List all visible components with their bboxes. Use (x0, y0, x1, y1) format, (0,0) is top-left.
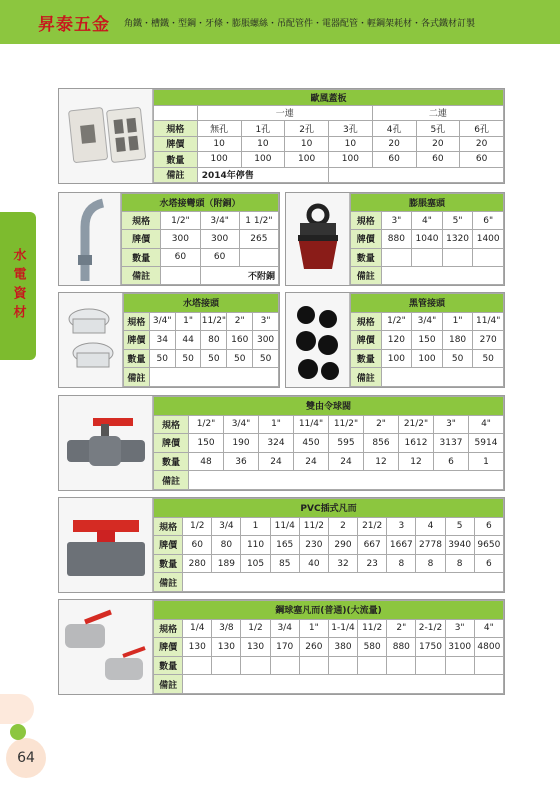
table-cell: 6" (473, 212, 504, 230)
table-cell: 3/4" (224, 415, 259, 434)
table-cell: 1孔 (241, 121, 285, 137)
table-cell (329, 167, 504, 183)
table-cell: 130 (241, 638, 270, 657)
tank-joint-block (58, 292, 280, 388)
table-cell (328, 656, 357, 675)
table-cell: 3137 (434, 434, 469, 453)
table-cell (239, 248, 278, 266)
table-cell: 20 (416, 136, 460, 152)
table-cell: 32 (328, 554, 357, 573)
brand-title: 昇泰五金 (38, 14, 110, 35)
row-label: 規格 (154, 121, 198, 137)
table-cell: 34 (149, 331, 175, 350)
table-cell: 170 (270, 638, 299, 657)
table-cell: 21/2" (399, 415, 434, 434)
row-label: 規格 (351, 212, 382, 230)
row-label: 牌價 (122, 230, 161, 248)
table-cell: 4" (474, 619, 503, 638)
row-label: 備註 (122, 266, 161, 284)
cover-plate-table (153, 89, 504, 183)
table-cell: 10 (241, 136, 285, 152)
row-label (154, 105, 198, 121)
table-cell: 40 (299, 554, 328, 573)
table-cell: 150 (412, 331, 443, 350)
black-joint-title: 黑管接頭 (351, 294, 504, 313)
row-label: 備註 (154, 471, 189, 490)
group-one: 一連 (197, 105, 372, 121)
plug-title: 膨脹塞頭 (351, 194, 504, 212)
table-cell: 60 (183, 536, 212, 555)
table-cell: 3" (434, 415, 469, 434)
table-cell (183, 573, 504, 592)
table-cell: 10 (197, 136, 241, 152)
table-cell: 3/4" (412, 312, 443, 331)
table-cell: 20 (460, 136, 504, 152)
table-cell: 100 (412, 349, 443, 368)
row-label: 規格 (122, 212, 161, 230)
table-cell: 60 (372, 152, 416, 168)
table-cell (270, 656, 299, 675)
table-cell: 11/2 (358, 619, 387, 638)
tank-joint-image (59, 293, 123, 387)
table-cell: 324 (259, 434, 294, 453)
table-cell: 380 (328, 638, 357, 657)
table-cell: 50 (175, 349, 201, 368)
elbow-title: 水塔接彎頭（附銅） (122, 194, 279, 212)
table-cell: 105 (241, 554, 270, 573)
table-cell: 1/4 (183, 619, 212, 638)
row-label: 備註 (351, 266, 382, 284)
table-cell: 3" (381, 212, 412, 230)
brass-valve-block (58, 599, 505, 695)
table-cell: 3/4" (149, 312, 175, 331)
table-cell: 10 (329, 136, 373, 152)
table-cell: 60 (161, 248, 200, 266)
table-cell (161, 266, 200, 284)
table-cell: 11/4" (294, 415, 329, 434)
table-cell: 23 (358, 554, 387, 573)
table-cell: 9650 (474, 536, 503, 555)
table-cell: 4 (416, 517, 445, 536)
table-cell (381, 266, 503, 284)
table-cell: 260 (299, 638, 328, 657)
table-cell: 6 (474, 554, 503, 573)
table-cell: 24 (294, 452, 329, 471)
row-label: 數量 (154, 656, 183, 675)
table-cell (442, 248, 473, 266)
table-cell: 100 (241, 152, 285, 168)
table-cell: 667 (358, 536, 387, 555)
table-cell: 6 (474, 517, 503, 536)
table-cell: 160 (227, 331, 253, 350)
table-cell (299, 656, 328, 675)
row-label: 備註 (124, 368, 150, 387)
table-cell (149, 368, 278, 387)
table-cell (381, 248, 412, 266)
table-cell: 1" (259, 415, 294, 434)
table-cell: 5" (442, 212, 473, 230)
note-row (154, 167, 504, 183)
table-cell: 4孔 (372, 121, 416, 137)
table-cell (387, 656, 416, 675)
table-cell: 24 (259, 452, 294, 471)
black-joint-block (285, 292, 505, 388)
table-cell: 11/2" (201, 312, 227, 331)
page-number: 64 (17, 750, 35, 766)
row-label: 牌價 (351, 331, 382, 350)
row-label: 牌價 (154, 638, 183, 657)
table-cell: 21/2 (358, 517, 387, 536)
table-cell: 1750 (416, 638, 445, 657)
row-label: 規格 (124, 312, 150, 331)
table-cell: 85 (270, 554, 299, 573)
table-cell: 50 (473, 349, 504, 368)
table-cell: 不附銅 (200, 266, 279, 284)
row-label: 規格 (351, 312, 382, 331)
row-label: 數量 (351, 248, 382, 266)
side-tab: 水電資材 (0, 212, 36, 360)
table-cell: 100 (381, 349, 412, 368)
table-cell: 3" (253, 312, 279, 331)
row-label: 數量 (351, 349, 382, 368)
table-cell: 880 (381, 230, 412, 248)
table-cell: 595 (329, 434, 364, 453)
row-label: 備註 (154, 573, 183, 592)
table-cell (183, 656, 212, 675)
table-cell: 1320 (442, 230, 473, 248)
table-cell: 3/4 (270, 619, 299, 638)
table-cell (416, 656, 445, 675)
table-cell: 100 (197, 152, 241, 168)
pvc-valve-table (153, 498, 504, 592)
table-cell: 1667 (387, 536, 416, 555)
table-cell: 265 (239, 230, 278, 248)
cover-plate-title: 歐風蓋板 (154, 90, 504, 106)
spec-row (154, 121, 504, 137)
elbow-block (58, 192, 280, 286)
table-cell: 300 (253, 331, 279, 350)
elbow-image (59, 193, 121, 285)
table-cell (241, 656, 270, 675)
table-cell: 300 (161, 230, 200, 248)
table-cell: 150 (189, 434, 224, 453)
qty-row (154, 152, 504, 168)
table-cell: 3100 (445, 638, 474, 657)
table-cell (412, 248, 443, 266)
table-cell: 3/4 (212, 517, 241, 536)
row-label: 規格 (154, 619, 183, 638)
page-number-badge (6, 738, 46, 778)
table-cell: 300 (200, 230, 239, 248)
table-cell: 1 (241, 517, 270, 536)
elbow-table (121, 193, 279, 285)
ball-valve-block (58, 395, 505, 491)
table-cell: 110 (241, 536, 270, 555)
ball-valve-table (153, 396, 504, 490)
pvc-valve-image (59, 498, 153, 592)
row-label: 牌價 (154, 136, 198, 152)
header-subtitle: 角鐵・槽鐵・型鋼・牙條・膨脹螺絲・吊配管件・電器配管・輕鋼架耗材・各式鐵材訂製 (124, 18, 476, 29)
row-label: 數量 (154, 152, 198, 168)
table-cell: 1-1/4 (328, 619, 357, 638)
table-cell: 10 (285, 136, 329, 152)
table-cell: 120 (381, 331, 412, 350)
table-cell: 2 (328, 517, 357, 536)
table-cell: 11/4" (473, 312, 504, 331)
group-two: 二連 (372, 105, 503, 121)
table-cell: 3 (387, 517, 416, 536)
table-cell: 11/2 (299, 517, 328, 536)
row-label: 數量 (154, 452, 189, 471)
cover-plate-block (58, 88, 505, 184)
table-cell: 60 (460, 152, 504, 168)
table-cell (473, 248, 504, 266)
table-cell: 12 (399, 452, 434, 471)
plug-image (286, 193, 350, 285)
table-cell: 5914 (469, 434, 504, 453)
brass-valve-title: 鋼球塞凡而(普通)(大流量) (154, 601, 504, 620)
table-cell: 80 (212, 536, 241, 555)
row-label: 數量 (124, 349, 150, 368)
table-cell: 60 (200, 248, 239, 266)
table-cell (445, 656, 474, 675)
table-cell: 2" (387, 619, 416, 638)
pvc-valve-block (58, 497, 505, 593)
table-cell: 189 (212, 554, 241, 573)
row-label: 規格 (154, 415, 189, 434)
table-cell: 130 (212, 638, 241, 657)
table-cell: 3940 (445, 536, 474, 555)
table-cell: 3孔 (329, 121, 373, 137)
table-cell: 80 (201, 331, 227, 350)
table-cell: 24 (329, 452, 364, 471)
table-cell: 48 (189, 452, 224, 471)
table-cell: 100 (285, 152, 329, 168)
table-cell: 8 (416, 554, 445, 573)
table-cell: 3/8 (212, 619, 241, 638)
ball-valve-image (59, 396, 153, 490)
row-label: 備註 (154, 675, 183, 694)
table-cell (474, 656, 503, 675)
cover-plate-image (59, 89, 153, 183)
row-label: 數量 (122, 248, 161, 266)
table-cell: 44 (175, 331, 201, 350)
table-cell: 1" (442, 312, 473, 331)
table-cell: 11/2" (329, 415, 364, 434)
table-cell: 5 (445, 517, 474, 536)
table-cell (358, 656, 387, 675)
tank-joint-title: 水塔接頭 (124, 294, 279, 313)
table-cell: 2-1/2 (416, 619, 445, 638)
table-cell: 6 (434, 452, 469, 471)
table-cell: 2" (227, 312, 253, 331)
table-cell: 4800 (474, 638, 503, 657)
row-label: 備註 (351, 368, 382, 387)
tank-joint-table (123, 293, 279, 387)
table-cell: 856 (364, 434, 399, 453)
table-cell: 3" (445, 619, 474, 638)
table-cell (183, 675, 504, 694)
row-label: 牌價 (124, 331, 150, 350)
table-cell: 8 (387, 554, 416, 573)
price-row (154, 136, 504, 152)
table-cell: 290 (328, 536, 357, 555)
table-cell: 580 (358, 638, 387, 657)
row-label: 規格 (154, 517, 183, 536)
brass-valve-table (153, 600, 504, 694)
table-cell: 165 (270, 536, 299, 555)
table-cell: 1/2" (189, 415, 224, 434)
table-cell: 1/2 (183, 517, 212, 536)
ball-valve-title: 雙由令球閥 (154, 397, 504, 416)
table-cell: 1/2" (381, 312, 412, 331)
black-joint-table (350, 293, 504, 387)
pvc-valve-title: PVC插式凡而 (154, 499, 504, 518)
table-cell: 1612 (399, 434, 434, 453)
table-cell: 50 (201, 349, 227, 368)
table-cell: 無孔 (197, 121, 241, 137)
row-label: 數量 (154, 554, 183, 573)
table-cell: 50 (253, 349, 279, 368)
table-cell: 4" (469, 415, 504, 434)
brass-valve-image (59, 600, 153, 694)
table-cell: 280 (183, 554, 212, 573)
plug-block (285, 192, 505, 286)
row-label: 備註 (154, 167, 198, 183)
table-cell: 1 1/2" (239, 212, 278, 230)
table-cell: 50 (227, 349, 253, 368)
table-cell: 2014年停售 (197, 167, 328, 183)
table-cell: 20 (372, 136, 416, 152)
table-cell: 2778 (416, 536, 445, 555)
table-cell: 180 (442, 331, 473, 350)
table-cell: 5孔 (416, 121, 460, 137)
table-cell: 1040 (412, 230, 443, 248)
table-cell: 4" (412, 212, 443, 230)
table-cell: 6孔 (460, 121, 504, 137)
table-cell (381, 368, 503, 387)
decor-shape (0, 694, 34, 724)
table-cell (189, 471, 504, 490)
table-cell: 3/4" (200, 212, 239, 230)
row-label: 牌價 (154, 536, 183, 555)
table-cell: 2孔 (285, 121, 329, 137)
table-cell: 1" (175, 312, 201, 331)
table-cell: 50 (149, 349, 175, 368)
table-cell: 100 (329, 152, 373, 168)
table-cell: 1/2" (161, 212, 200, 230)
row-label: 牌價 (154, 434, 189, 453)
plug-table (350, 193, 504, 285)
table-cell (212, 656, 241, 675)
header-bar (0, 0, 560, 44)
table-cell: 1" (299, 619, 328, 638)
table-cell: 11/4 (270, 517, 299, 536)
table-cell: 130 (183, 638, 212, 657)
table-cell: 880 (387, 638, 416, 657)
row-label: 牌價 (351, 230, 382, 248)
table-cell: 1400 (473, 230, 504, 248)
table-cell: 2" (364, 415, 399, 434)
black-joint-image (286, 293, 350, 387)
table-cell: 270 (473, 331, 504, 350)
table-cell: 230 (299, 536, 328, 555)
table-cell: 50 (442, 349, 473, 368)
table-cell: 1/2 (241, 619, 270, 638)
table-cell: 1 (469, 452, 504, 471)
table-cell: 12 (364, 452, 399, 471)
table-cell: 450 (294, 434, 329, 453)
table-cell: 60 (416, 152, 460, 168)
table-cell: 36 (224, 452, 259, 471)
table-cell: 190 (224, 434, 259, 453)
table-cell: 8 (445, 554, 474, 573)
